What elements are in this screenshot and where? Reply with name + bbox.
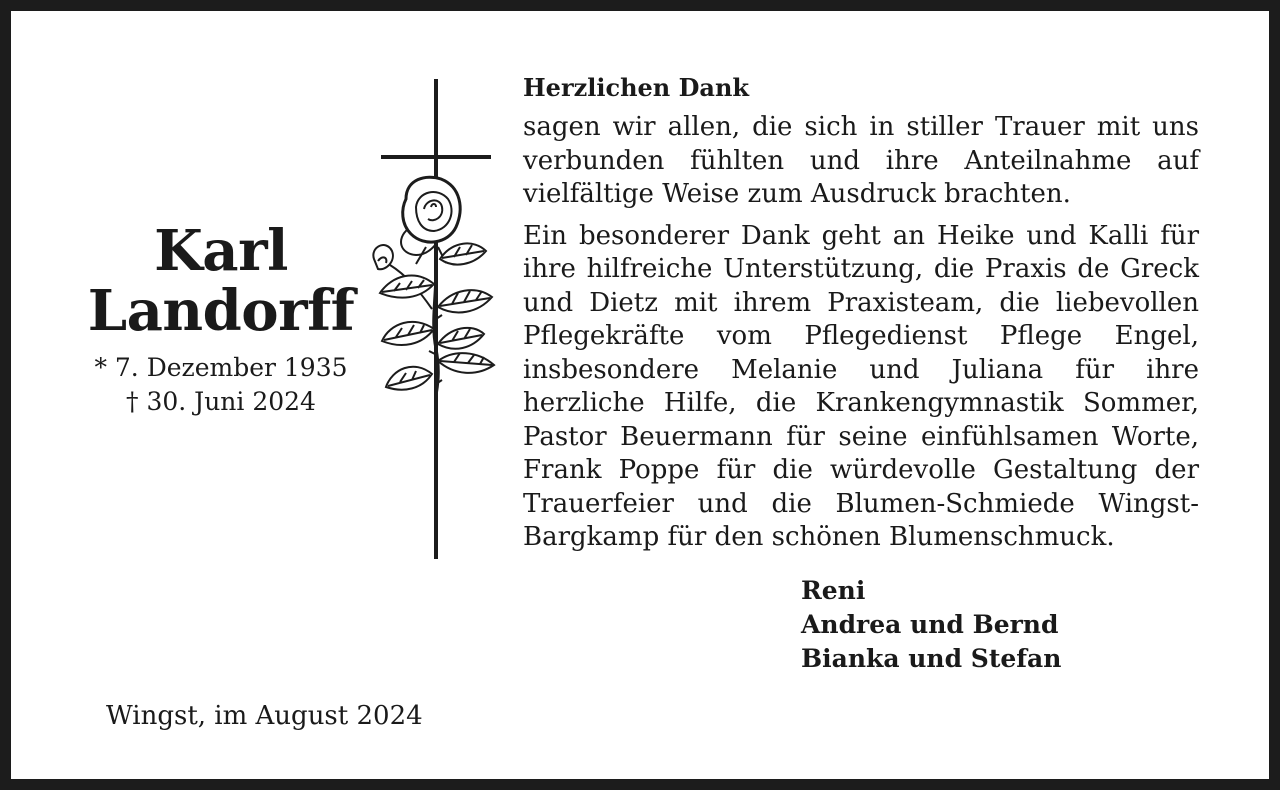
message-paragraph-1: sagen wir allen, die sich in stiller Trauer mit uns verbunden fühlten und ihre Anteilnahme auf vielfältige Weise zum Ausdruck brachten. (523, 112, 1199, 209)
life-dates (81, 351, 361, 419)
signature-line: Andrea und Bernd (801, 610, 1059, 639)
signature-line: Reni (801, 576, 866, 605)
deceased-block (81, 218, 361, 419)
signatures (801, 574, 1061, 676)
place-and-date: Wingst, im August 2024 (106, 701, 423, 731)
last-name: Landorff (87, 278, 355, 344)
death-date: † 30. Juni 2024 (126, 387, 316, 416)
rose-icon (373, 177, 494, 399)
message-heading: Herzlichen Dank (523, 73, 750, 102)
message-paragraph-2: Ein besonderer Dank geht an Heike und Kalli für ihre hilfreiche Unterstützung, die Praxis de Greck und Dietz mit ihrem Praxisteam, die liebevollen Pflegekräfte vom Pflegedienst Pflege Engel, insbesondere Melanie und Juliana für ihre herzliche Hilfe, die Krankengymnastik Sommer, Pastor Beuermann für seine einfühlsamen Worte, Frank Poppe für die würdevolle Gestaltung der Trauerfeier und die Blumen-Schmiede Wingst-Bargkamp für den schönen Blumenschmuck. (523, 220, 1199, 552)
first-name: Karl (154, 218, 288, 284)
signature-line: Bianka und Stefan (801, 644, 1062, 673)
birth-date: * 7. Dezember 1935 (94, 353, 348, 382)
cross-with-rose-illustration (356, 79, 506, 561)
thank-you-message (523, 71, 1199, 563)
